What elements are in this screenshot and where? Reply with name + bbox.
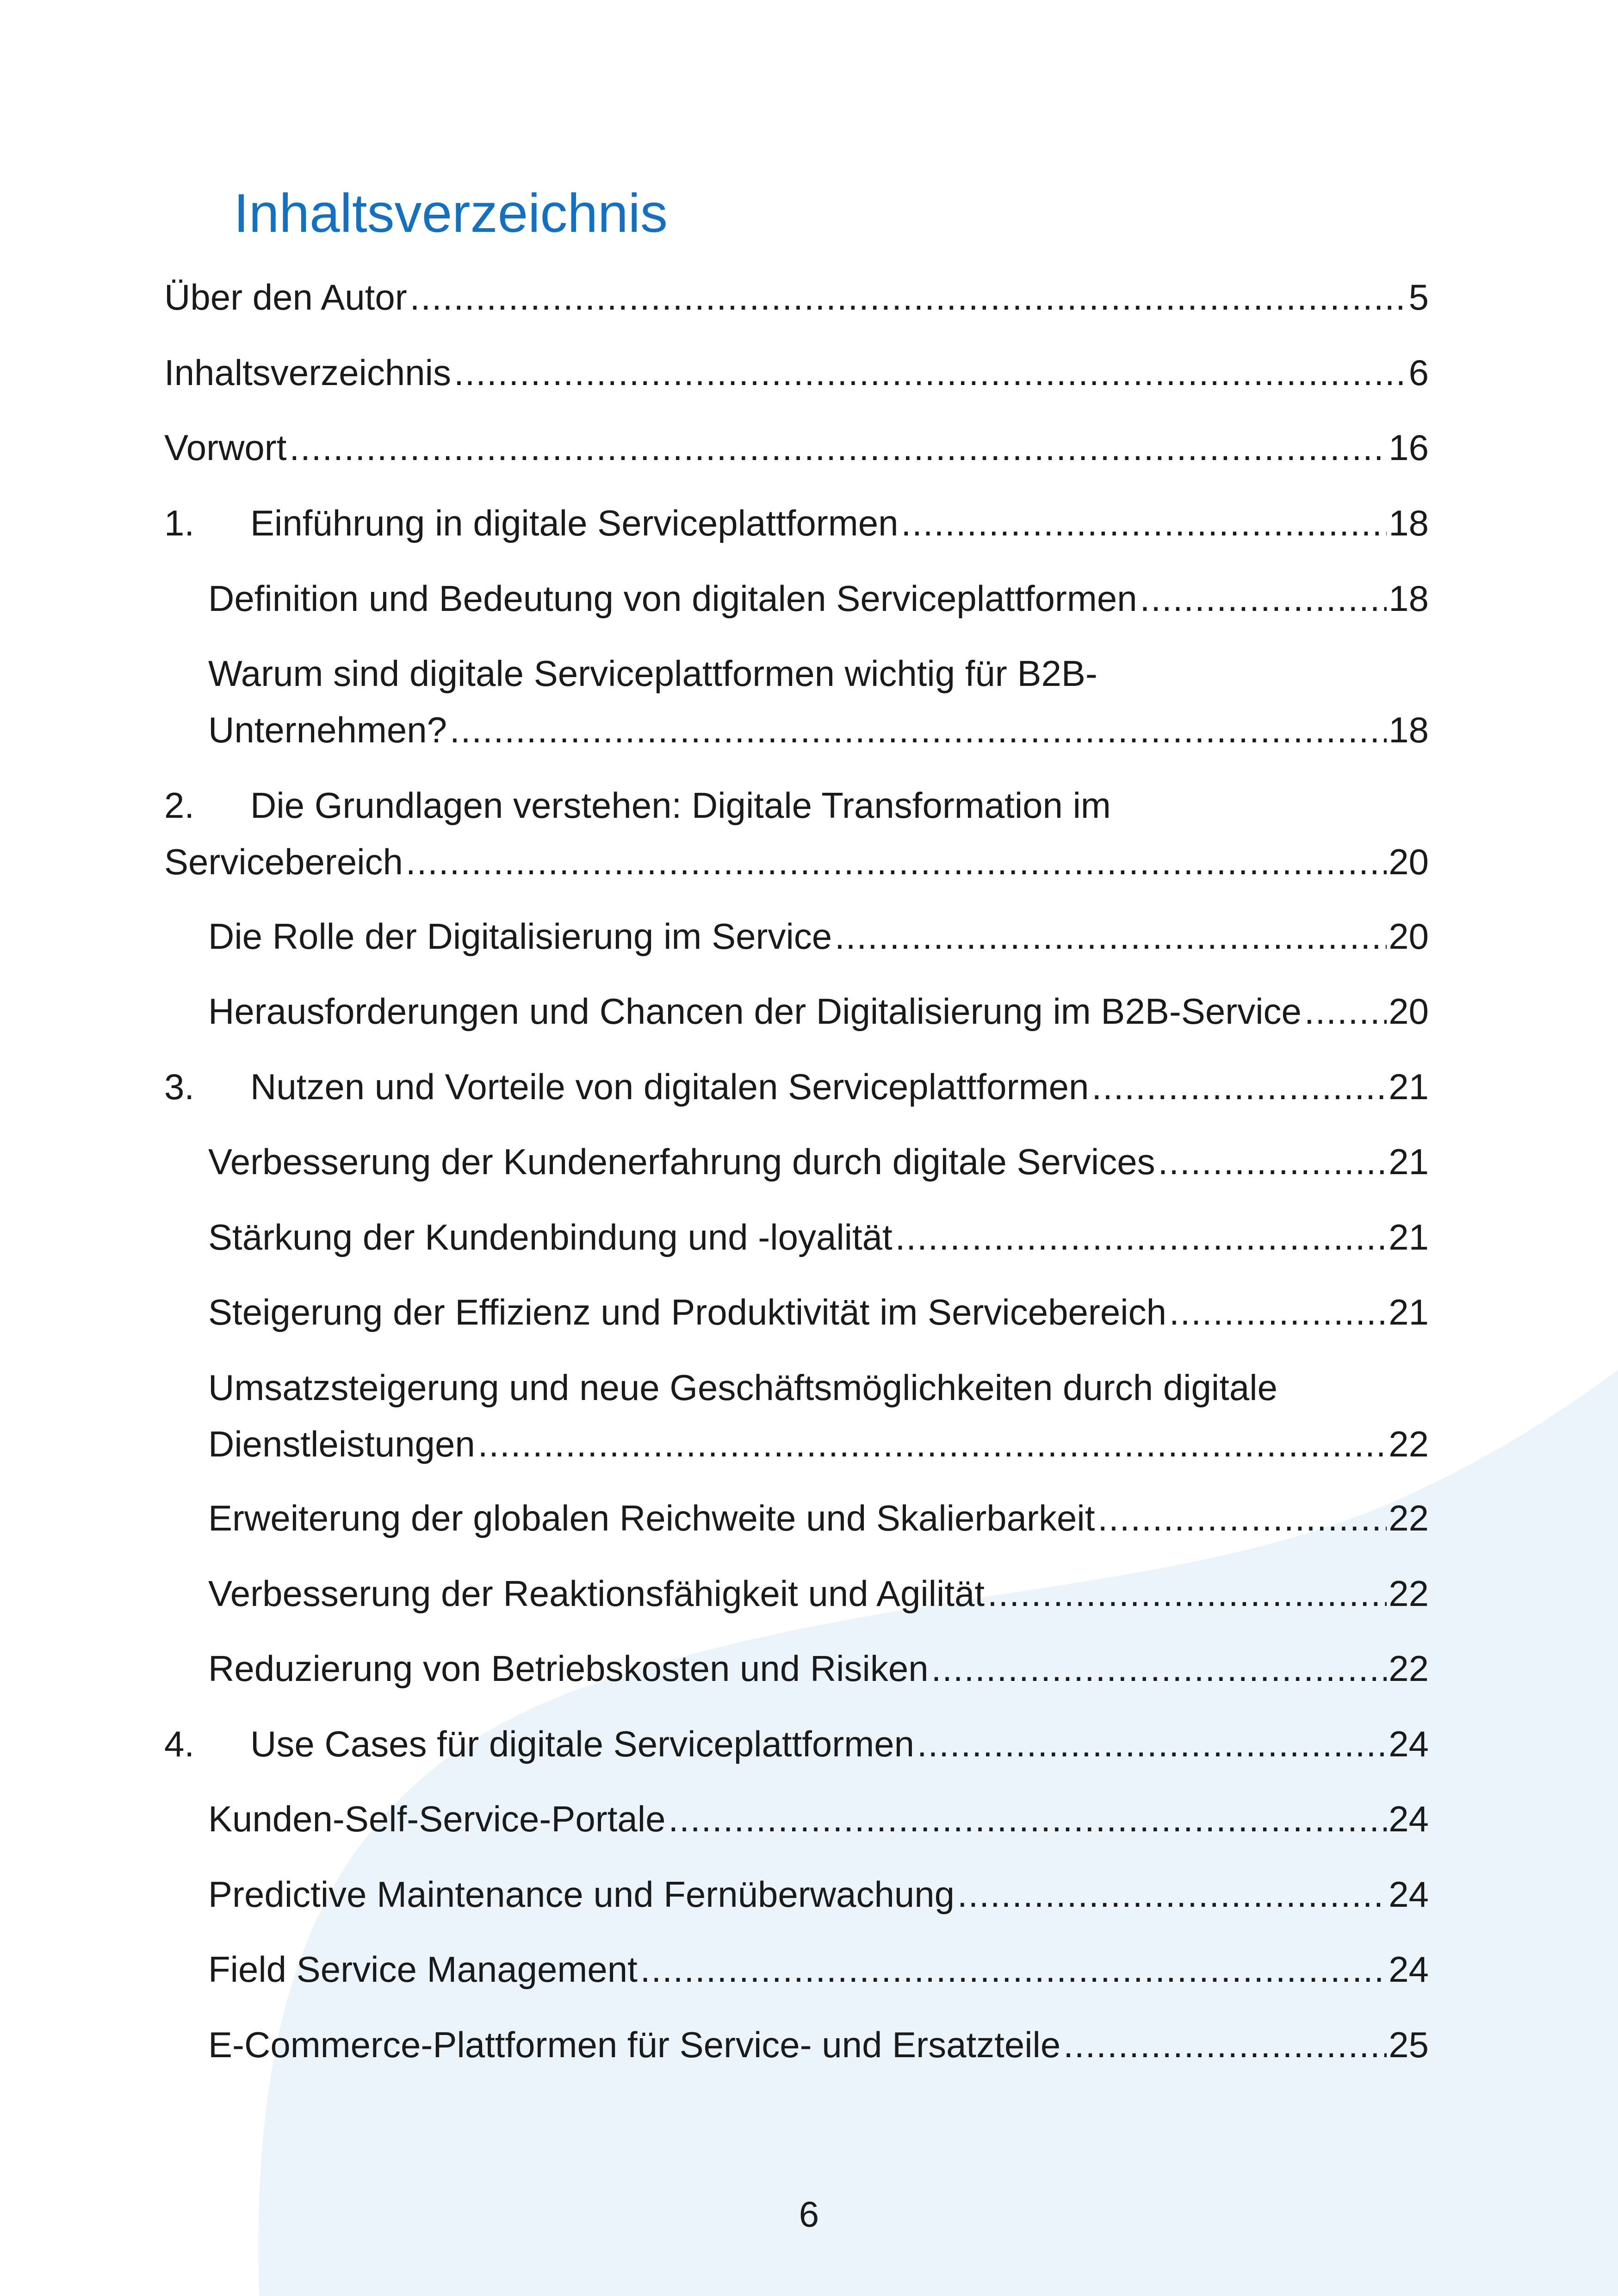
toc-entry-page: 20 xyxy=(1389,916,1429,957)
toc-entry-page: 21 xyxy=(1389,1141,1429,1182)
dot-leader xyxy=(957,1866,1387,1923)
toc-chapter-entry[interactable] xyxy=(164,495,1429,551)
toc-entry-label: Über den Autor xyxy=(164,277,407,317)
toc-entry-label: Use Cases für digitale Serviceplattformen xyxy=(250,1724,914,1764)
dot-leader xyxy=(1169,1284,1387,1340)
dot-leader xyxy=(410,269,1407,325)
page-number: 6 xyxy=(799,2194,819,2234)
toc-entry-page: 25 xyxy=(1389,2024,1429,2065)
toc-entry-page: 24 xyxy=(1389,1798,1429,1839)
toc-chapter-entry[interactable] xyxy=(164,1058,1429,1115)
toc-entry-page: 18 xyxy=(1389,503,1429,543)
toc-entry-label: E-Commerce-Plattformen für Service- und Ersatzteile xyxy=(208,2024,1061,2065)
toc-subentry[interactable] xyxy=(208,1490,1429,1546)
toc-entry[interactable] xyxy=(164,419,1429,476)
toc-entry-label: Inhaltsverzeichnis xyxy=(164,352,451,393)
toc-entry-label: Stärkung der Kundenbindung und -loyalität xyxy=(208,1217,893,1257)
toc-subentry[interactable] xyxy=(208,1284,1429,1340)
toc-entry-page: 21 xyxy=(1389,1292,1429,1332)
toc-subentry[interactable] xyxy=(208,1941,1429,1997)
toc-entry-label: Field Service Management xyxy=(208,1949,638,1990)
toc-entry-label-line2: Unternehmen? xyxy=(208,709,447,750)
toc-entry[interactable] xyxy=(164,269,1429,325)
toc-entry-label: Nutzen und Vorteile von digitalen Serviceplattformen xyxy=(250,1066,1089,1107)
toc-entry-page: 22 xyxy=(1389,1424,1429,1464)
dot-leader xyxy=(478,1416,1387,1472)
toc-entry-label: Kunden-Self-Service-Portale xyxy=(208,1798,666,1839)
toc-entry-page: 22 xyxy=(1389,1573,1429,1614)
toc-entry-page: 24 xyxy=(1389,1874,1429,1915)
toc-entry-page: 18 xyxy=(1389,578,1429,619)
toc-entry-label: Reduzierung von Betriebskosten und Risiken xyxy=(208,1648,929,1689)
toc-entry-label: Vorwort xyxy=(164,427,287,468)
toc-title: Inhaltsverzeichnis xyxy=(234,183,668,244)
chapter-number: 1. xyxy=(164,503,195,543)
toc-subentry[interactable] xyxy=(208,1791,1429,1847)
dot-leader xyxy=(895,1209,1387,1265)
toc-entry-label: Steigerung der Effizienz und Produktivität im Servicebereich xyxy=(208,1292,1166,1332)
dot-leader xyxy=(640,1941,1387,1997)
toc-subentry[interactable] xyxy=(208,1640,1429,1697)
dot-leader xyxy=(450,702,1387,758)
dot-leader xyxy=(931,1640,1387,1697)
toc-entry-page: 5 xyxy=(1408,277,1429,317)
toc-entry-label: Herausforderungen und Chancen der Digitalisierung im B2B-Service xyxy=(208,991,1302,1032)
toc-entry-label-line2: Dienstleistungen xyxy=(208,1424,475,1464)
toc-entry-label: Die Rolle der Digitalisierung im Service xyxy=(208,916,832,957)
toc-subentry[interactable] xyxy=(208,1565,1429,1622)
dot-leader xyxy=(454,344,1407,401)
toc-entry-page: 21 xyxy=(1389,1066,1429,1107)
toc-chapter-entry[interactable] xyxy=(164,1716,1429,1772)
toc-entry-label: Predictive Maintenance und Fernüberwachung xyxy=(208,1874,955,1915)
toc-subentry[interactable] xyxy=(208,645,1429,758)
toc-subentry[interactable] xyxy=(208,983,1429,1039)
toc-entry-label: Verbesserung der Kundenerfahrung durch digitale Services xyxy=(208,1141,1155,1182)
toc-subentry[interactable] xyxy=(208,1209,1429,1265)
toc-entry-page: 22 xyxy=(1389,1498,1429,1538)
toc-entry-label: Definition und Bedeutung von digitalen Serviceplattformen xyxy=(208,578,1137,619)
toc-chapter-entry[interactable] xyxy=(164,777,1429,890)
toc-entry[interactable] xyxy=(164,344,1429,401)
toc-entry-label: Einführung in digitale Serviceplattformen xyxy=(250,503,899,543)
toc-entry-page: 22 xyxy=(1389,1648,1429,1689)
dot-leader xyxy=(835,908,1387,964)
dot-leader xyxy=(917,1716,1387,1772)
dot-leader xyxy=(901,495,1387,551)
chapter-number: 2. xyxy=(164,785,195,826)
dot-leader xyxy=(1304,983,1387,1039)
toc-entry-label-line2: Servicebereich xyxy=(164,841,403,882)
chapter-number: 3. xyxy=(164,1066,195,1107)
toc-entry-page: 24 xyxy=(1389,1949,1429,1990)
dot-leader xyxy=(1091,1058,1387,1115)
toc-entry-label: Erweiterung der globalen Reichweite und Skalierbarkeit xyxy=(208,1498,1095,1538)
toc-subentry[interactable] xyxy=(208,908,1429,964)
toc-entry-page: 18 xyxy=(1389,709,1429,750)
toc-entry-label-line1: Die Grundlagen verstehen: Digitale Transformation im xyxy=(250,785,1111,826)
dot-leader xyxy=(668,1791,1387,1847)
toc-subentry[interactable] xyxy=(208,1133,1429,1190)
toc-entry-label-line1: Umsatzsteigerung und neue Geschäftsmöglichkeiten durch digitale xyxy=(208,1367,1277,1408)
toc-entry-page: 21 xyxy=(1389,1217,1429,1257)
dot-leader xyxy=(1097,1490,1387,1546)
dot-leader xyxy=(289,419,1387,476)
toc-entry-label: Verbesserung der Reaktionsfähigkeit und Agilität xyxy=(208,1573,985,1614)
chapter-number: 4. xyxy=(164,1724,195,1764)
dot-leader xyxy=(1158,1133,1387,1190)
toc-entry-page: 24 xyxy=(1389,1724,1429,1764)
toc-entry-label-line1: Warum sind digitale Serviceplattformen wichtig für B2B- xyxy=(208,653,1097,694)
toc-entry-page: 6 xyxy=(1408,352,1429,393)
toc-entry-page: 16 xyxy=(1389,427,1429,468)
toc-entry-page: 20 xyxy=(1389,841,1429,882)
toc-subentry[interactable] xyxy=(208,570,1429,627)
toc-subentry[interactable] xyxy=(208,1359,1429,1472)
toc-entry-page: 20 xyxy=(1389,991,1429,1032)
dot-leader xyxy=(987,1565,1387,1622)
dot-leader xyxy=(1140,570,1387,627)
dot-leader xyxy=(1063,2016,1387,2073)
dot-leader xyxy=(406,834,1387,890)
toc-subentry[interactable] xyxy=(208,1866,1429,1923)
toc-subentry[interactable] xyxy=(208,2016,1429,2073)
